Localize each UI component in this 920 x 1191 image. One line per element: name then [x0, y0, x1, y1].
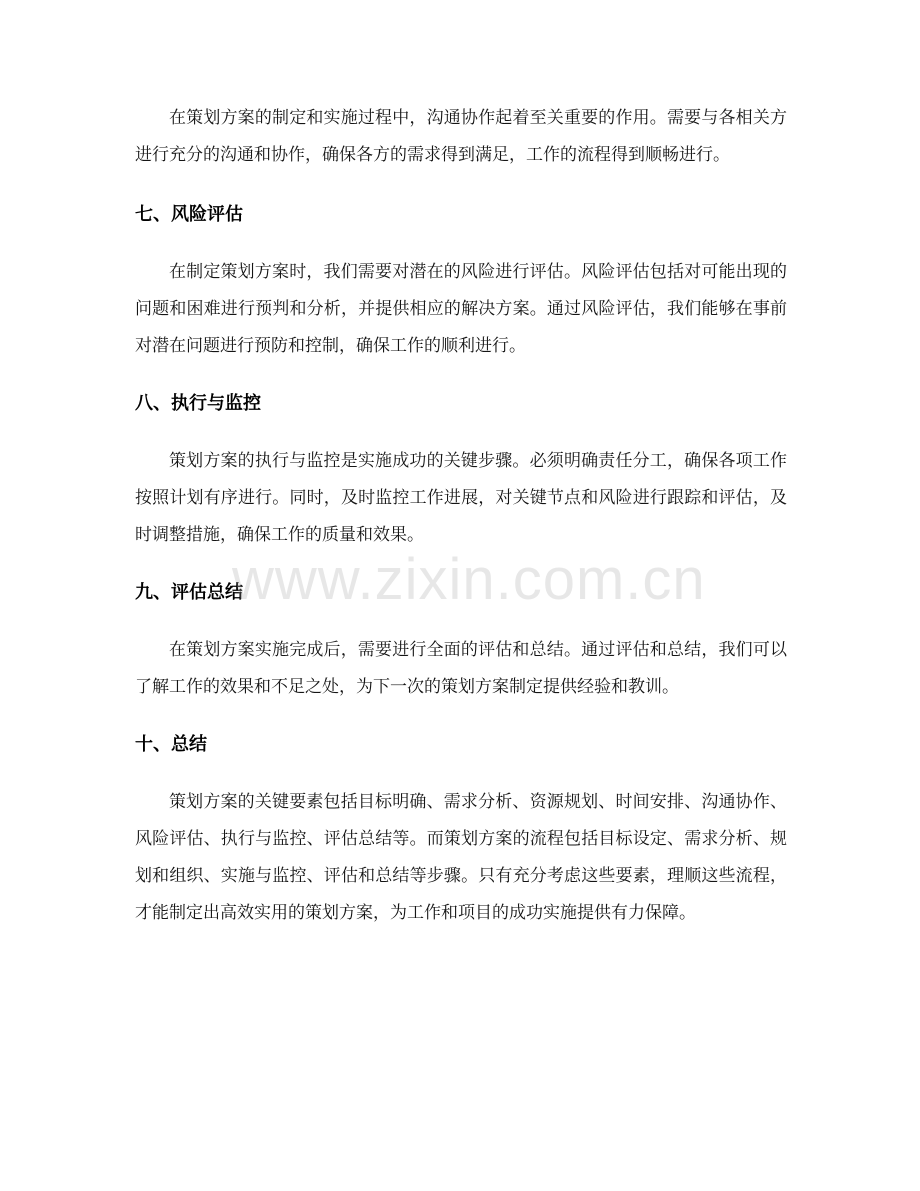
document-body: [135, 100, 787, 932]
section-paragraph-risk-assessment: 在制定策划方案时，我们需要对潜在的风险进行评估。风险评估包括对可能出现的问题和困难进行预判和分析，并提供相应的解决方案。通过风险评估，我们能够在事前对潜在问题进行预防和控制，确保工作的顺利进行。: [135, 262, 787, 356]
intro-paragraph: 在策划方案的制定和实施过程中，沟通协作起着至关重要的作用。需要与各相关方进行充分的沟通和协作，确保各方的需求得到满足，工作的流程得到顺畅进行。: [135, 108, 787, 165]
section-paragraph-evaluation-summary: 在策划方案实施完成后，需要进行全面的评估和总结。通过评估和总结，我们可以了解工作的效果和不足之处，为下一次的策划方案制定提供经验和教训。: [135, 640, 787, 697]
section-paragraph-conclusion: 策划方案的关键要素包括目标明确、需求分析、资源规划、时间安排、沟通协作、风险评估、执行与监控、评估总结等。而策划方案的流程包括目标设定、需求分析、规划和组织、实施与监控、评估和总结等步骤。只有充分考虑这些要素，理顺这些流程，才能制定出高效实用的策划方案，为工作和项目的成功实施提供有力保障。: [135, 792, 787, 923]
section-heading-risk-assessment: 七、风险评估: [135, 204, 243, 225]
section-paragraph-execution-monitoring: 策划方案的执行与监控是实施成功的关键步骤。必须明确责任分工，确保各项工作按照计划有序进行。同时，及时监控工作进展，对关键节点和风险进行跟踪和评估，及时调整措施，确保工作的质量和效果。: [135, 451, 787, 545]
section-heading-evaluation-summary: 九、评估总结: [135, 582, 243, 603]
watermark-text: www.zixin.com.cn: [232, 547, 706, 612]
section-heading-execution-monitoring: 八、执行与监控: [135, 393, 261, 414]
section-heading-conclusion: 十、总结: [135, 734, 207, 755]
